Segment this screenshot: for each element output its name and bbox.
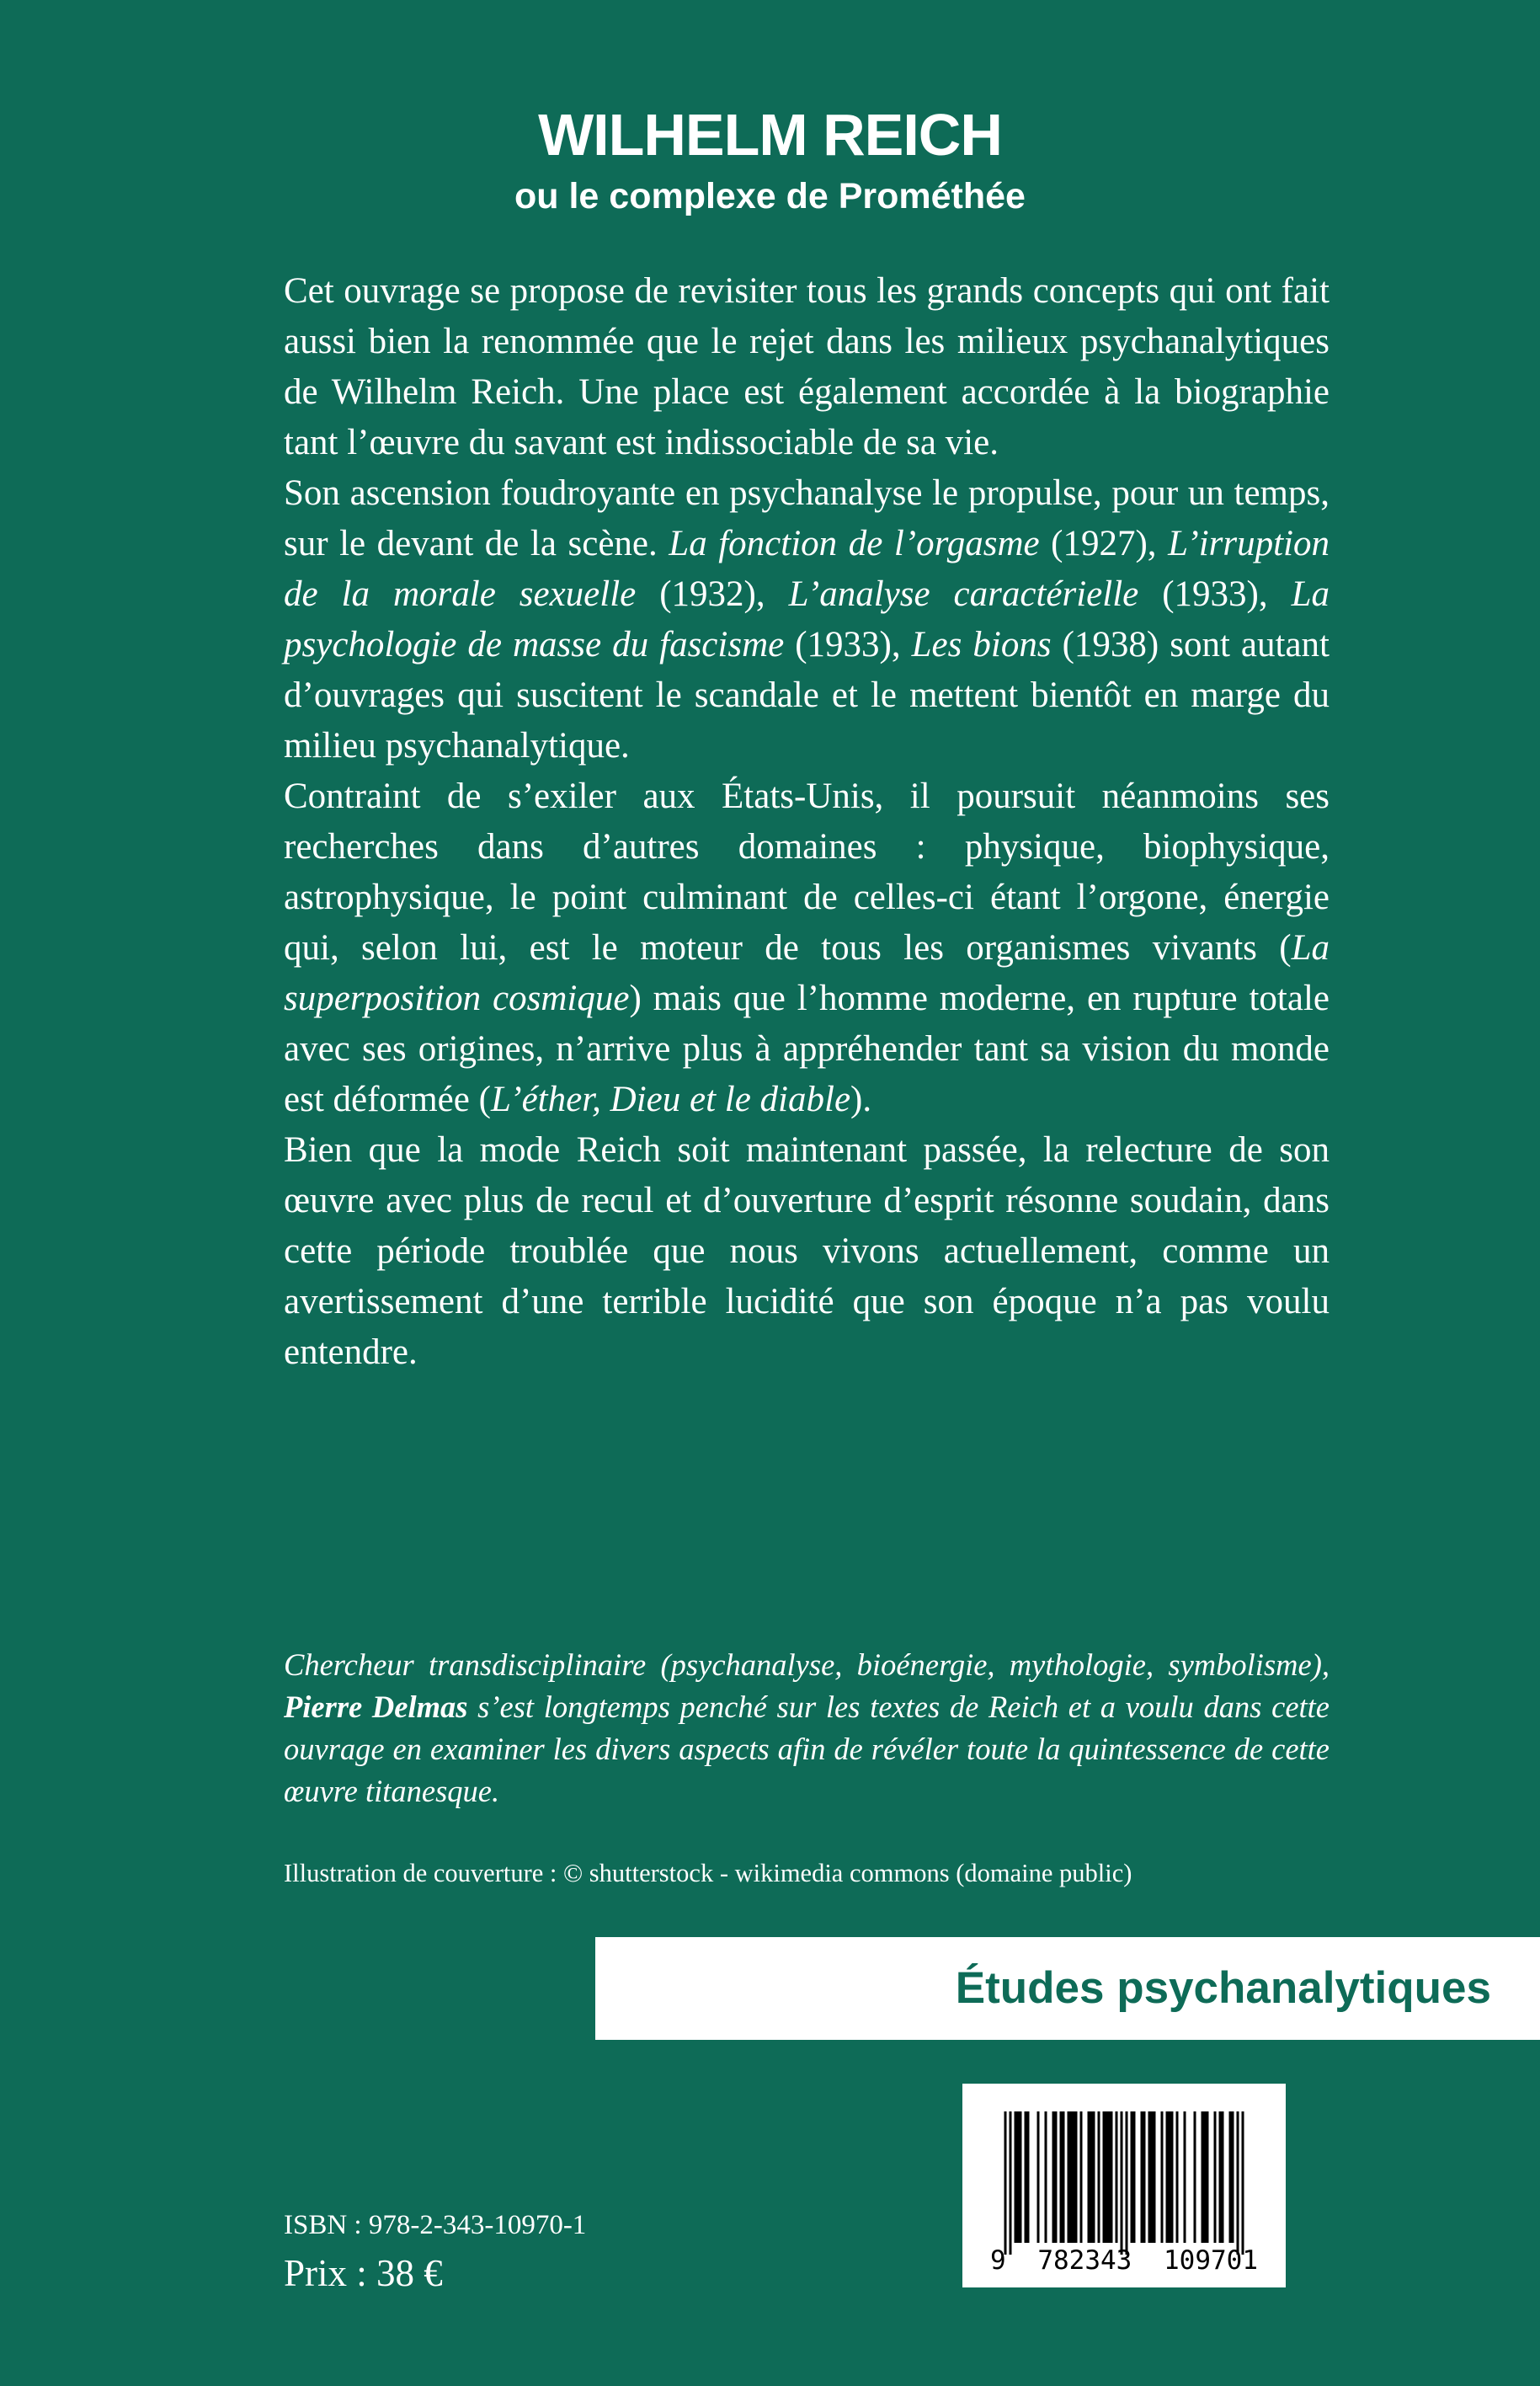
barcode-bar: [1166, 2111, 1169, 2243]
barcode-bar: [1171, 2111, 1174, 2243]
barcode-bar: [1222, 2111, 1224, 2243]
barcode-bar: [1121, 2111, 1123, 2255]
barcode-bar: [1237, 2111, 1239, 2255]
barcode-bar: [1063, 2111, 1065, 2243]
barcode-bar: [1126, 2111, 1128, 2255]
barcode-bar: [1080, 2111, 1083, 2243]
summary-text: (1938) sont autant d’ouvrages qui suscitent le scandale et le mettent bientôt en marge du milieu psychanalytique.: [284, 625, 1330, 766]
barcode-bar: [1194, 2111, 1196, 2243]
isbn-text: ISBN : 978-2-343-10970-1: [284, 2210, 587, 2240]
summary-paragraph-2: [284, 468, 1330, 771]
summary-text: (1927),: [1039, 524, 1169, 563]
barcode-digit-group: 782343: [1037, 2245, 1132, 2276]
barcode-bar: [1219, 2111, 1222, 2243]
barcode-bar: [1169, 2111, 1171, 2243]
summary-paragraph-3: [284, 771, 1330, 1125]
barcode-bar: [1148, 2111, 1151, 2243]
barcode-box: [962, 2084, 1286, 2287]
summary-text: (1933),: [784, 625, 912, 665]
work-title: Les bions: [911, 625, 1052, 665]
barcode-bar: [1045, 2111, 1047, 2243]
barcode-bar: [1151, 2111, 1154, 2243]
author-bio-text: Chercheur transdisciplinaire (psychanalyse, bioénergie, mythologie, symbolisme),: [284, 1647, 1330, 1682]
barcode-bar: [1027, 2111, 1030, 2243]
summary-text: (1932),: [636, 574, 789, 614]
work-title: L’éther, Dieu et le diable: [490, 1080, 851, 1119]
author-bio: [284, 1644, 1330, 1812]
summary-text: ).: [850, 1080, 872, 1119]
barcode-bar: [1108, 2111, 1111, 2243]
back-cover-summary: [284, 266, 1330, 1378]
barcode-digit-group: 9: [990, 2245, 1006, 2276]
barcode-bar: [1025, 2111, 1027, 2243]
author-name: Pierre Delmas: [284, 1689, 468, 1724]
barcode-bar: [1116, 2111, 1118, 2243]
barcode-bar: [1075, 2111, 1078, 2243]
barcode-bar: [1184, 2111, 1186, 2243]
barcode-bar: [1232, 2111, 1234, 2243]
barcode-bar: [1098, 2111, 1100, 2243]
barcode-bar: [1207, 2111, 1209, 2243]
summary-paragraph-1: Cet ouvrage se propose de revisiter tous les grands concepts qui ont fait aussi bien la renommée que le rejet dans les milieux psychanalytiques de Wilhelm Reich. Une place est également accordée à la biographie tant l’œuvre du savant est indissociable de sa vie.: [284, 271, 1330, 462]
work-title: L’irruption de la morale sexuelle: [284, 524, 1330, 614]
barcode-bar: [1242, 2111, 1244, 2255]
series-band: [595, 1937, 1540, 2040]
barcode-bar: [1020, 2111, 1022, 2243]
work-title: La superposition cosmique: [284, 928, 1330, 1018]
barcode-bar: [1214, 2111, 1217, 2243]
barcode-bar: [1073, 2111, 1075, 2243]
illustration-credit: Illustration de couverture : © shutterstock - wikimedia commons (domaine public): [284, 1859, 1132, 1887]
barcode-bar: [1154, 2111, 1156, 2243]
barcode-bar: [1103, 2111, 1106, 2243]
price: Prix : 38 €: [284, 2252, 443, 2294]
summary-text: Contraint de s’exiler aux États-Unis, il poursuit néanmoins ses recherches dans d’autres domaines : physique, biophysique, astrophysique, le point culminant de celles-ci étant l’orgone, énergie qui, selon lui, est le moteur de tous les organismes vivants (: [284, 777, 1330, 968]
barcode-bar: [1093, 2111, 1095, 2243]
barcode-digits: [990, 2244, 1258, 2277]
barcode-bar: [1131, 2111, 1133, 2243]
book-subtitle: ou le complexe de Prométhée: [514, 176, 1026, 216]
work-title: La psychologie de masse du fascisme: [284, 574, 1330, 665]
barcode-bars: [990, 2111, 1258, 2255]
barcode-bar: [1133, 2111, 1136, 2243]
barcode-bar: [1143, 2111, 1146, 2243]
barcode-bar: [1010, 2111, 1012, 2255]
work-title: L’analyse caractérielle: [788, 574, 1139, 614]
book-title: WILHELM REICH: [538, 102, 1002, 168]
barcode-bar: [1176, 2111, 1179, 2243]
barcode-bar: [1015, 2111, 1017, 2243]
barcode-bar: [1141, 2111, 1143, 2243]
summary-text: (1933),: [1138, 574, 1292, 614]
barcode-bar: [1111, 2111, 1113, 2243]
barcode-bar: [1037, 2111, 1040, 2243]
summary-text: ) mais que l’homme moderne, en rupture totale avec ses origines, n’arrive plus à appréhender tant sa vision du monde est déformée (: [284, 979, 1330, 1119]
work-title: La fonction de l’orgasme: [669, 524, 1040, 563]
barcode-bar: [1090, 2111, 1093, 2243]
author-bio-text: s’est longtemps penché sur les textes de Reich et a voulu dans cette ouvrage en examiner les divers aspects afin de révéler toute la quintessence de cette œuvre titanesque.: [284, 1689, 1330, 1808]
barcode-digit-group: 109701: [1164, 2245, 1258, 2276]
series-name: Études psychanalytiques: [955, 1963, 1491, 2013]
barcode-bar: [1004, 2111, 1007, 2255]
barcode-bar: [1055, 2111, 1058, 2243]
barcode-bar: [1052, 2111, 1055, 2243]
barcode-bar: [1229, 2111, 1232, 2243]
barcode-bar: [1017, 2111, 1020, 2243]
summary-text: Son ascension foudroyante en psychanalyse le propulse, pour un temps, sur le devant de la scène.: [284, 473, 1330, 563]
barcode-bar: [1068, 2111, 1070, 2243]
barcode-bar: [1161, 2111, 1164, 2243]
barcode-bar: [1060, 2111, 1063, 2243]
barcode-bar: [1204, 2111, 1207, 2243]
summary-paragraph-4: Bien que la mode Reich soit maintenant passée, la relecture de son œuvre avec plus de recul et d’ouverture d’esprit résonne soudain, dans cette période troublée que nous vivons actuellement, comme un avertissement d’une terrible lucidité que son époque n’a pas voulu entendre.: [284, 1130, 1330, 1372]
barcode-bar: [1088, 2111, 1090, 2243]
barcode-bar: [1202, 2111, 1204, 2243]
barcode-bar: [1070, 2111, 1073, 2243]
barcode-bar: [1106, 2111, 1108, 2243]
